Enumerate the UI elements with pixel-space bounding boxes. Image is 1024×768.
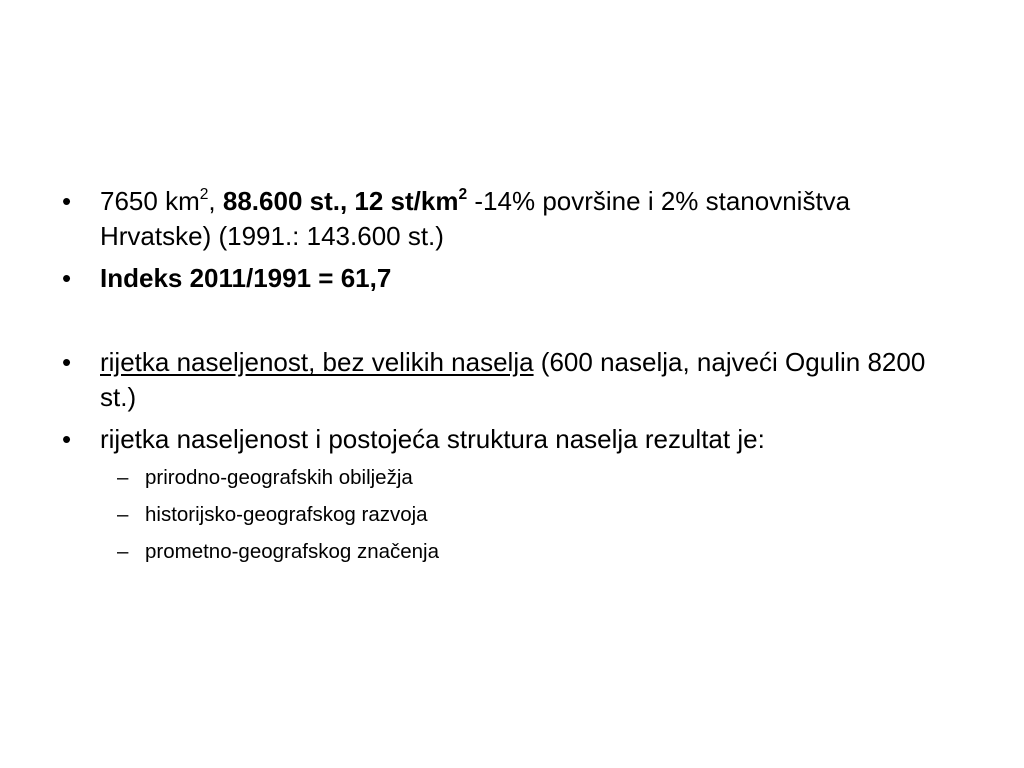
subitem-historical: [62, 501, 962, 528]
area-superscript: 2: [199, 186, 209, 204]
bullet-marker: •: [62, 424, 72, 454]
dash-marker: –: [117, 503, 129, 526]
subitem-natural: [62, 464, 962, 491]
bullet-marker: •: [62, 347, 72, 377]
bullet-marker: •: [62, 263, 72, 293]
subitem-text: historijsko-geografskog razvoja: [145, 503, 428, 526]
dash-marker: –: [117, 466, 129, 489]
bullet-list: [62, 184, 962, 575]
result-text: rijetka naseljenost i postojeća struktura naselja rezultat je:: [100, 424, 765, 454]
bullet-sparse-settlement: [62, 345, 962, 415]
dash-marker: –: [117, 540, 129, 563]
bullet-area-population: [62, 184, 962, 254]
area-value: 7650 km: [100, 186, 200, 216]
population-bold: 88.600 st., 12 st/km: [222, 186, 459, 216]
bullet-result: [62, 422, 962, 457]
spacer: [62, 303, 962, 345]
sparse-settlement-rest: (600 naselja, najveći Ogulin 8200 st.): [100, 347, 926, 412]
population-superscript: 2: [458, 186, 468, 204]
bullet-marker: •: [62, 186, 72, 216]
comma: ,: [208, 186, 223, 216]
subitem-text: prometno-geografskog značenja: [145, 540, 440, 563]
subitem-text: prirodno-geografskih obilježja: [145, 466, 413, 489]
subitem-traffic: [62, 538, 962, 565]
area-population-rest: -14% površine i 2% stanovništva Hrvatske) (1991.: 143.600 st.): [100, 186, 851, 251]
index-text: Indeks 2011/1991 = 61,7: [100, 263, 392, 293]
sparse-settlement-underlined: rijetka naseljenost, bez velikih naselja: [100, 347, 534, 377]
bullet-index: [62, 261, 962, 296]
